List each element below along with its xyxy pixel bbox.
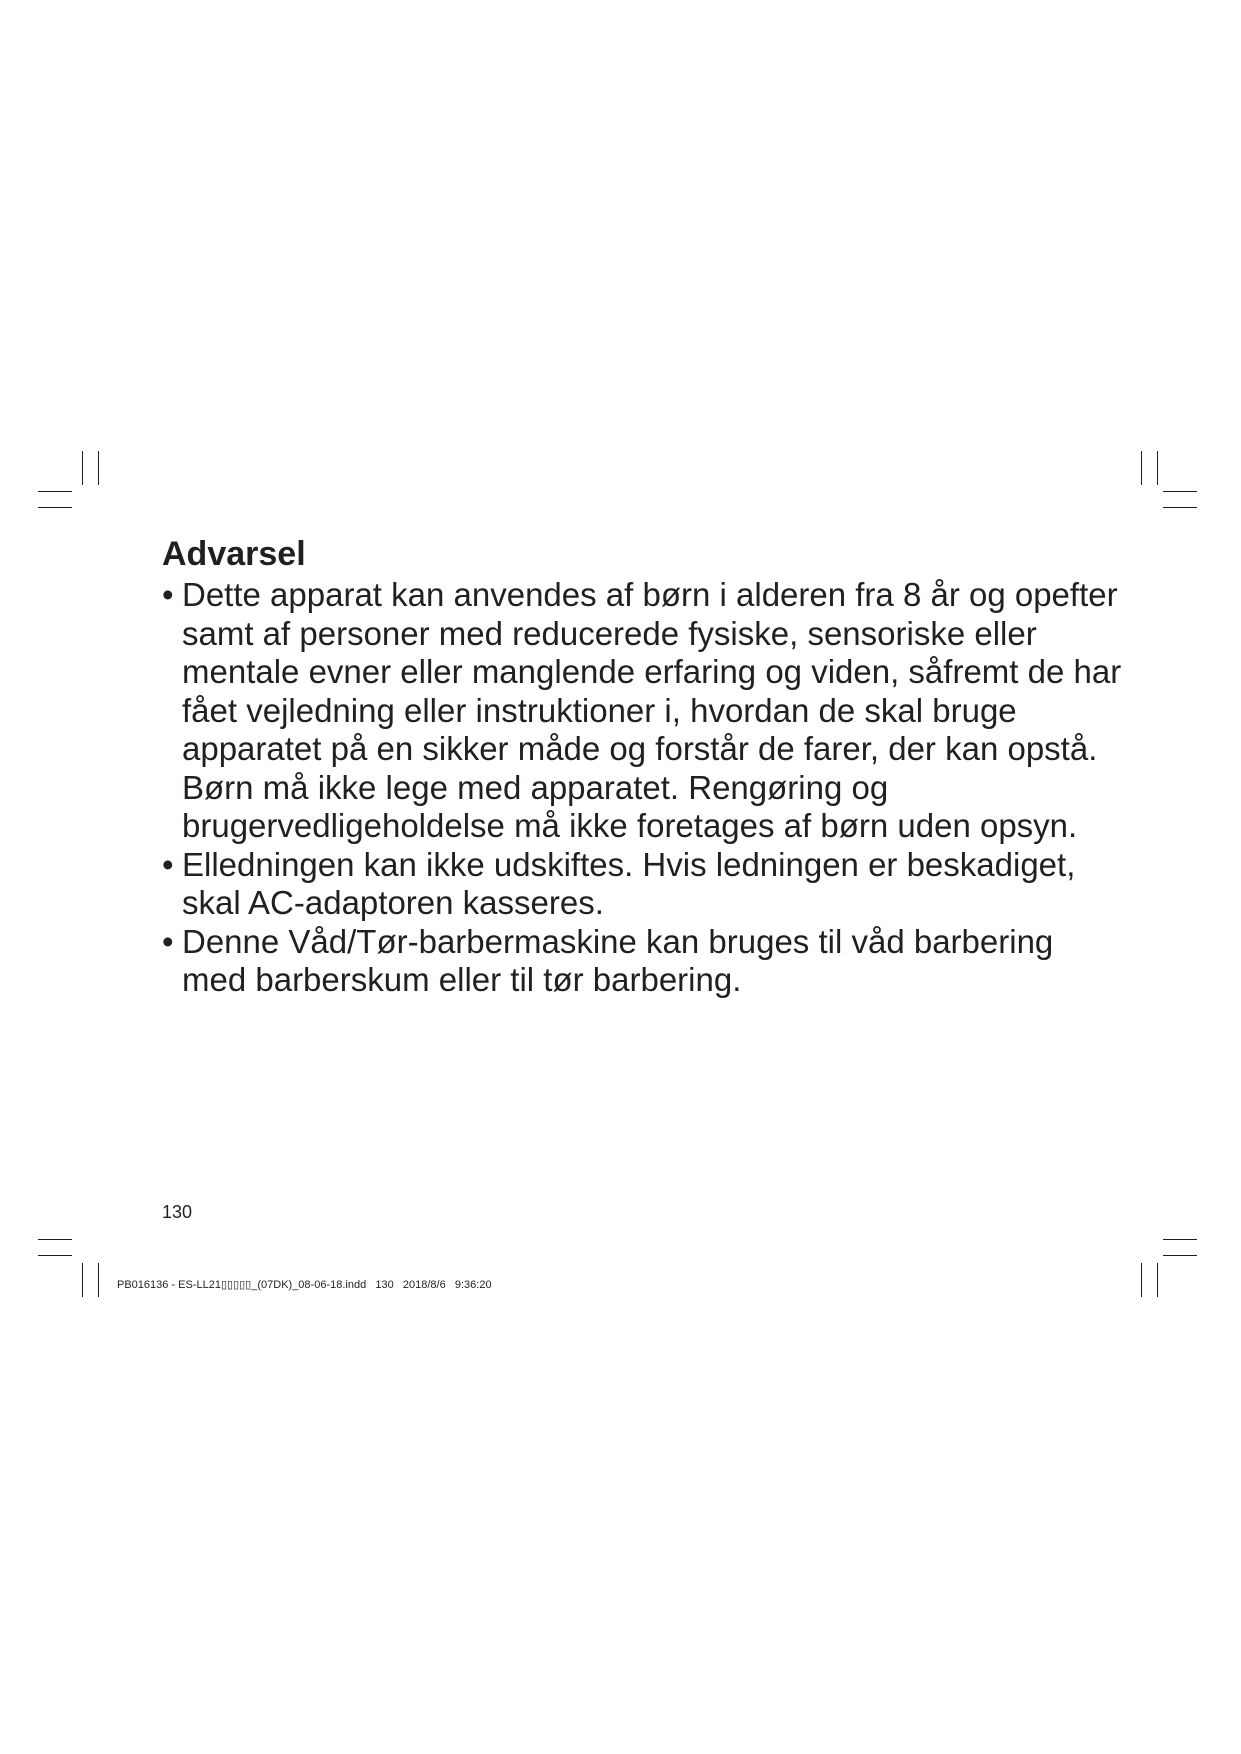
crop-mark-top-left-h2 bbox=[38, 507, 72, 508]
crop-mark-top-left-v2 bbox=[98, 451, 99, 485]
page-number: 130 bbox=[162, 1202, 193, 1222]
crop-mark-bottom-right-h1 bbox=[1163, 1239, 1197, 1240]
crop-mark-bottom-right-h2 bbox=[1163, 1255, 1197, 1256]
warning-item-text: Denne Våd/Tør-barbermaskine kan bruges til våd barbering med barberskum eller til tør barbering. bbox=[182, 922, 1054, 998]
warning-item bbox=[162, 923, 1122, 1000]
crop-mark-bottom-right-v1 bbox=[1141, 1263, 1142, 1297]
crop-mark-bottom-left-v1 bbox=[82, 1263, 83, 1297]
warning-section bbox=[162, 534, 1122, 1000]
crop-mark-top-right-h1 bbox=[1163, 491, 1197, 492]
warning-item bbox=[162, 846, 1122, 923]
warning-item-text: Dette apparat kan anvendes af børn i alderen fra 8 år og opefter samt af personer med reducerede fysiske, sensoriske eller mentale evner eller manglende erfaring og viden, såfremt de har fået vejledning eller instruktioner i, hvordan de skal bruge apparatet på en sikker måde og forstår de farer, der kan opstå. Børn må ikke lege med apparatet. Rengøring og brugervedligeholdelse må ikke foretages af børn uden opsyn. bbox=[182, 576, 1122, 844]
warning-item-text: Elledningen kan ikke udskiftes. Hvis ledningen er beskadiget, skal AC-adaptoren kasseres. bbox=[182, 845, 1076, 921]
print-slug-line: PB016136 - ES-LL21▯▯▯▯▯_(07DK)_08-06-18.indd 130 2018/8/6 9:36:20 bbox=[117, 1279, 492, 1291]
crop-mark-bottom-right-v2 bbox=[1157, 1263, 1158, 1297]
crop-mark-top-right-v2 bbox=[1157, 451, 1158, 485]
bullet-icon: • bbox=[162, 922, 174, 960]
bullet-icon: • bbox=[162, 845, 174, 883]
crop-mark-bottom-left-v2 bbox=[98, 1263, 99, 1297]
crop-mark-top-left-h1 bbox=[38, 491, 72, 492]
crop-mark-bottom-left-h2 bbox=[38, 1255, 72, 1256]
crop-mark-top-left-v1 bbox=[82, 451, 83, 485]
crop-mark-top-right-h2 bbox=[1163, 507, 1197, 508]
crop-mark-bottom-left-h1 bbox=[38, 1239, 72, 1240]
bullet-icon: • bbox=[162, 576, 174, 613]
section-heading: Advarsel bbox=[162, 535, 306, 573]
warning-list bbox=[162, 576, 1122, 1000]
crop-mark-top-right-v1 bbox=[1141, 451, 1142, 485]
warning-item bbox=[162, 576, 1122, 846]
